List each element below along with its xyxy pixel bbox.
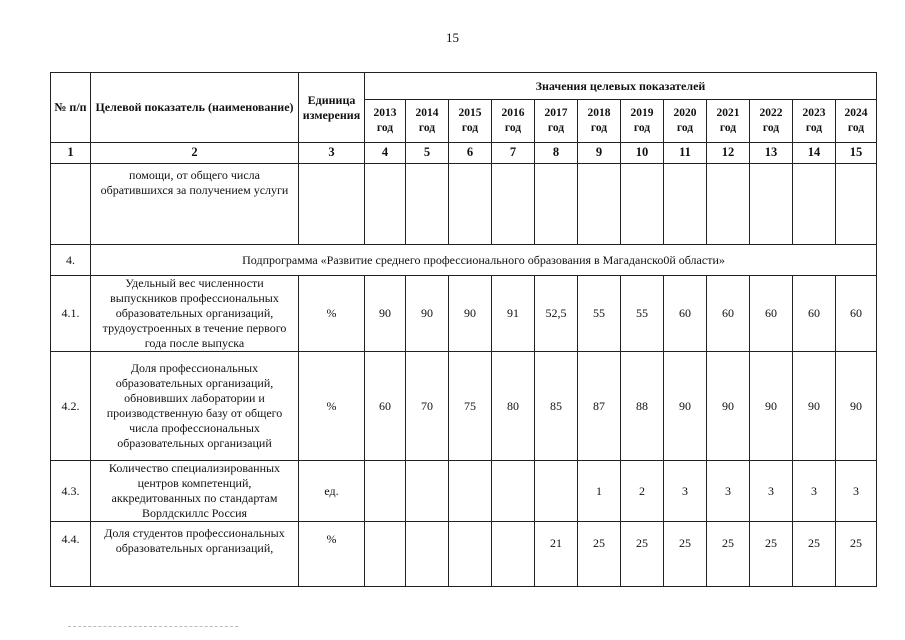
indicator-name: Количество специализированных центров компетенций, аккредитованных по стандартам Ворлдскиллс Россия — [91, 461, 299, 522]
year-header: 2020 год — [664, 100, 707, 143]
value-cell: 52,5 — [535, 276, 578, 352]
value-cell: 90 — [449, 276, 492, 352]
value-cell: 25 — [578, 522, 621, 587]
value-cell — [406, 461, 449, 522]
value-cell: 25 — [621, 522, 664, 587]
value-cell: 3 — [793, 461, 836, 522]
subprogram-title: Подпрограмма «Развитие среднего профессионального образования в Магаданско0й области» — [91, 245, 877, 276]
unit: % — [299, 352, 365, 461]
column-number: 12 — [707, 143, 750, 164]
value-cell: 25 — [707, 522, 750, 587]
header-col-unit: Единица измерения — [299, 73, 365, 143]
value-cell: 91 — [492, 276, 535, 352]
value-cell: 87 — [578, 352, 621, 461]
value-cell: 1 — [578, 461, 621, 522]
year-header: 2014 год — [406, 100, 449, 143]
table-row — [51, 522, 877, 587]
column-number: 14 — [793, 143, 836, 164]
value-cell — [406, 522, 449, 587]
value-cell — [365, 461, 406, 522]
value-cell: 55 — [621, 276, 664, 352]
column-number: 8 — [535, 143, 578, 164]
column-number: 7 — [492, 143, 535, 164]
value-cell: 2 — [621, 461, 664, 522]
value-cell — [365, 522, 406, 587]
unit: ед. — [299, 461, 365, 522]
value-cell: 60 — [365, 352, 406, 461]
page-number: 15 — [446, 30, 459, 45]
value-cell: 75 — [449, 352, 492, 461]
year-header: 2023 год — [793, 100, 836, 143]
year-header: 2017 год — [535, 100, 578, 143]
unit: % — [299, 522, 365, 587]
unit: % — [299, 276, 365, 352]
column-number: 15 — [836, 143, 877, 164]
year-header: 2015 год — [449, 100, 492, 143]
value-cell: 3 — [836, 461, 877, 522]
value-cell: 25 — [793, 522, 836, 587]
value-cell: 25 — [836, 522, 877, 587]
row-number: 4.4. — [51, 522, 91, 587]
value-cell: 60 — [793, 276, 836, 352]
value-cell: 21 — [535, 522, 578, 587]
value-cell — [449, 461, 492, 522]
indicator-name: помощи, от общего числа обратившихся за получением услуги — [91, 164, 299, 245]
value-cell: 3 — [707, 461, 750, 522]
row-number: 4. — [51, 245, 91, 276]
value-cell: 3 — [750, 461, 793, 522]
row-number: 4.3. — [51, 461, 91, 522]
value-cell: 90 — [750, 352, 793, 461]
column-number: 13 — [750, 143, 793, 164]
header-col-values: Значения целевых показателей — [365, 73, 877, 100]
value-cell: 85 — [535, 352, 578, 461]
value-cell: 80 — [492, 352, 535, 461]
row-number: 4.1. — [51, 276, 91, 352]
header-col-indicator: Целевой показатель (наименование) — [91, 73, 299, 143]
value-cell: 90 — [793, 352, 836, 461]
column-number: 5 — [406, 143, 449, 164]
column-number: 4 — [365, 143, 406, 164]
year-header: 2019 год — [621, 100, 664, 143]
value-cell — [535, 461, 578, 522]
table-row — [51, 276, 877, 352]
value-cell: 3 — [664, 461, 707, 522]
value-cell: 90 — [664, 352, 707, 461]
year-header: 2013 год — [365, 100, 406, 143]
indicator-name: Доля студентов профессиональных образовательных организаций, — [91, 522, 299, 587]
column-number: 11 — [664, 143, 707, 164]
year-header: 2022 год — [750, 100, 793, 143]
indicator-name: Удельный вес численности выпускников профессиональных образовательных организаций, трудоустроенных в течение первого года после выпуска — [91, 276, 299, 352]
value-cell: 55 — [578, 276, 621, 352]
header-col-no: № п/п — [51, 73, 91, 143]
value-cell: 90 — [406, 276, 449, 352]
year-header: 2018 год — [578, 100, 621, 143]
column-number: 10 — [621, 143, 664, 164]
table-row — [51, 352, 877, 461]
value-cell: 25 — [664, 522, 707, 587]
subprogram-row — [51, 245, 877, 276]
year-header: 2021 год — [707, 100, 750, 143]
value-cell: 90 — [365, 276, 406, 352]
column-number: 3 — [299, 143, 365, 164]
column-number: 6 — [449, 143, 492, 164]
value-cell: 70 — [406, 352, 449, 461]
year-header: 2024 год — [836, 100, 877, 143]
value-cell: 25 — [750, 522, 793, 587]
value-cell: 60 — [664, 276, 707, 352]
value-cell: 60 — [707, 276, 750, 352]
value-cell — [492, 522, 535, 587]
column-number: 9 — [578, 143, 621, 164]
value-cell: 60 — [836, 276, 877, 352]
column-number: 1 — [51, 143, 91, 164]
value-cell: 90 — [707, 352, 750, 461]
column-number: 2 — [91, 143, 299, 164]
value-cell: 60 — [750, 276, 793, 352]
row-number: 4.2. — [51, 352, 91, 461]
indicator-name: Доля профессиональных образовательных организаций, обновивших лаборатории и производственную базу от общего числа профессиональных образовательных организаций — [91, 352, 299, 461]
footer-divider — [68, 626, 238, 627]
value-cell: 90 — [836, 352, 877, 461]
year-header: 2016 год — [492, 100, 535, 143]
indicators-table — [50, 72, 877, 587]
table-row — [51, 164, 877, 245]
table-row — [51, 461, 877, 522]
column-numbers-row — [51, 143, 877, 164]
value-cell: 88 — [621, 352, 664, 461]
value-cell — [449, 522, 492, 587]
value-cell — [492, 461, 535, 522]
